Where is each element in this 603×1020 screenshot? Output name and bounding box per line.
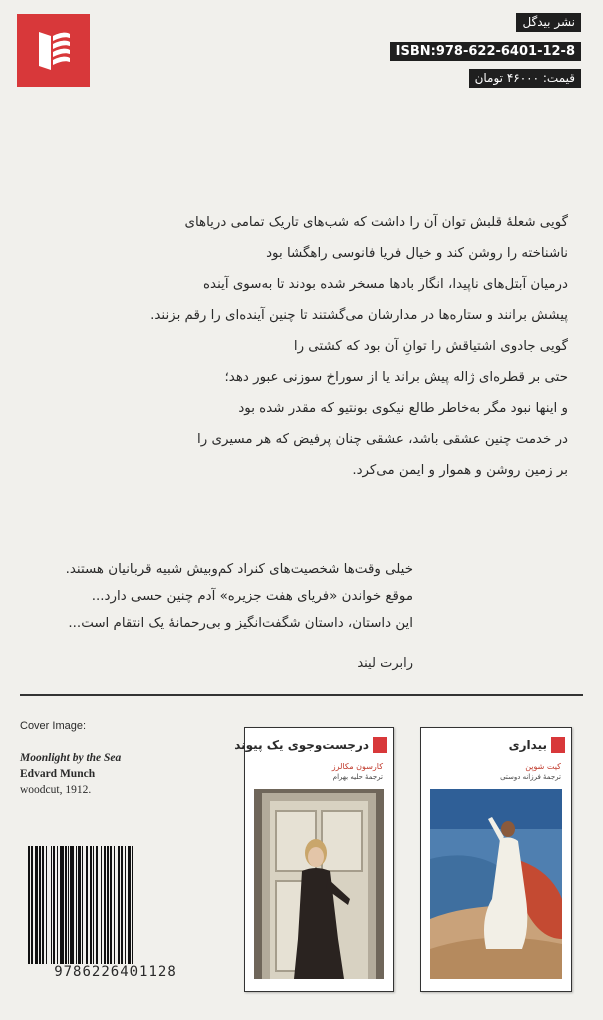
blurb-line: گویی جادوی اشتیاقش را توانِ آن بود که کشتی را [293, 339, 568, 354]
book-title: درجست‌وجوی یک پیوند [234, 738, 369, 752]
blurb-line: ناشناخته را روشن کند و خیال فریا فانوسی راهگشا بود [266, 246, 568, 261]
painting-woman-by-sea-image [430, 789, 562, 979]
barcode-bars [28, 846, 203, 976]
artist-name: Edvard Munch [20, 768, 96, 780]
quote-line: این داستان، داستان شگفت‌انگیز و بی‌رحمانهٔ یک انتقام است... [68, 616, 413, 631]
publisher-label: نشر بیدگل [516, 13, 581, 32]
credits-label: Cover Image: [20, 720, 87, 732]
book-author: کیت شوپن [525, 762, 561, 771]
book-translator: ترجمهٔ حلیه بهرام [332, 773, 383, 781]
blurb-line: و اینها نبود مگر به‌خاطر طالع نیکوی بونتیو که مقدر شده بود [238, 401, 568, 416]
blurb-line: حتی بر قطره‌ای ژاله پیش براند یا از سوراخ سوزنی عبور دهد؛ [224, 370, 568, 385]
cover-painting [430, 789, 562, 979]
related-book-cover [234, 727, 394, 992]
publisher-logo [17, 14, 90, 87]
cover-painting [254, 789, 384, 979]
book-author: کارسون مکالرز [331, 762, 383, 771]
blurb-line: پیشش برانند و ستاره‌ها در مدارشان می‌گشتند تا چنین آینده‌ای را رقم بزنند. [150, 308, 568, 323]
blurb-line: بر زمین روشن و هموار و ایمن می‌کرد. [352, 463, 568, 478]
blurb-line: درمیان آبتل‌های ناپیدا، انگار بادها مسخر شده بودند تا به‌سوی آینده [203, 277, 568, 292]
barcode-digits: 9786226401128 [28, 964, 203, 980]
artwork-detail: woodcut, 1912. [20, 784, 92, 796]
related-book-cover [420, 727, 572, 992]
book-translator: ترجمهٔ فرزانه دوستی [500, 773, 561, 781]
quote-author: رابرت لیند [357, 656, 413, 671]
barcode-bar [133, 846, 135, 964]
book-logo-icon [551, 737, 565, 753]
book-logo-icon [17, 14, 90, 87]
painting-woman-at-door-image [254, 789, 384, 979]
quote-line: خیلی وقت‌ها شخصیت‌های کنراد کم‌وبیش شبیه قربانیان هستند. [65, 562, 413, 577]
price-label: قیمت: ۴۶۰۰۰ تومان [469, 69, 581, 88]
divider [20, 694, 583, 696]
barcode [28, 846, 203, 981]
quote-line: موقع خواندن «فریای هفت جزیره» آدم چنین حسی دارد... [91, 589, 413, 604]
artwork-title: Moonlight by the Sea [20, 752, 122, 764]
isbn-label: ISBN:978-622-6401-12-8 [390, 42, 581, 61]
blurb-text [120, 207, 568, 486]
blurb-line: در خدمت چنین عشقی باشد، عشقی چنان پرفیض که هر مسیری را [197, 432, 568, 447]
book-title: بیداری [508, 738, 547, 752]
cover-credits [20, 718, 121, 798]
blurb-line: گویی شعلهٔ قلبش توان آن را داشت که شب‌های تاریک تمامی دریاهای [184, 215, 568, 230]
book-logo-icon [373, 737, 387, 753]
review-quote [15, 556, 413, 637]
